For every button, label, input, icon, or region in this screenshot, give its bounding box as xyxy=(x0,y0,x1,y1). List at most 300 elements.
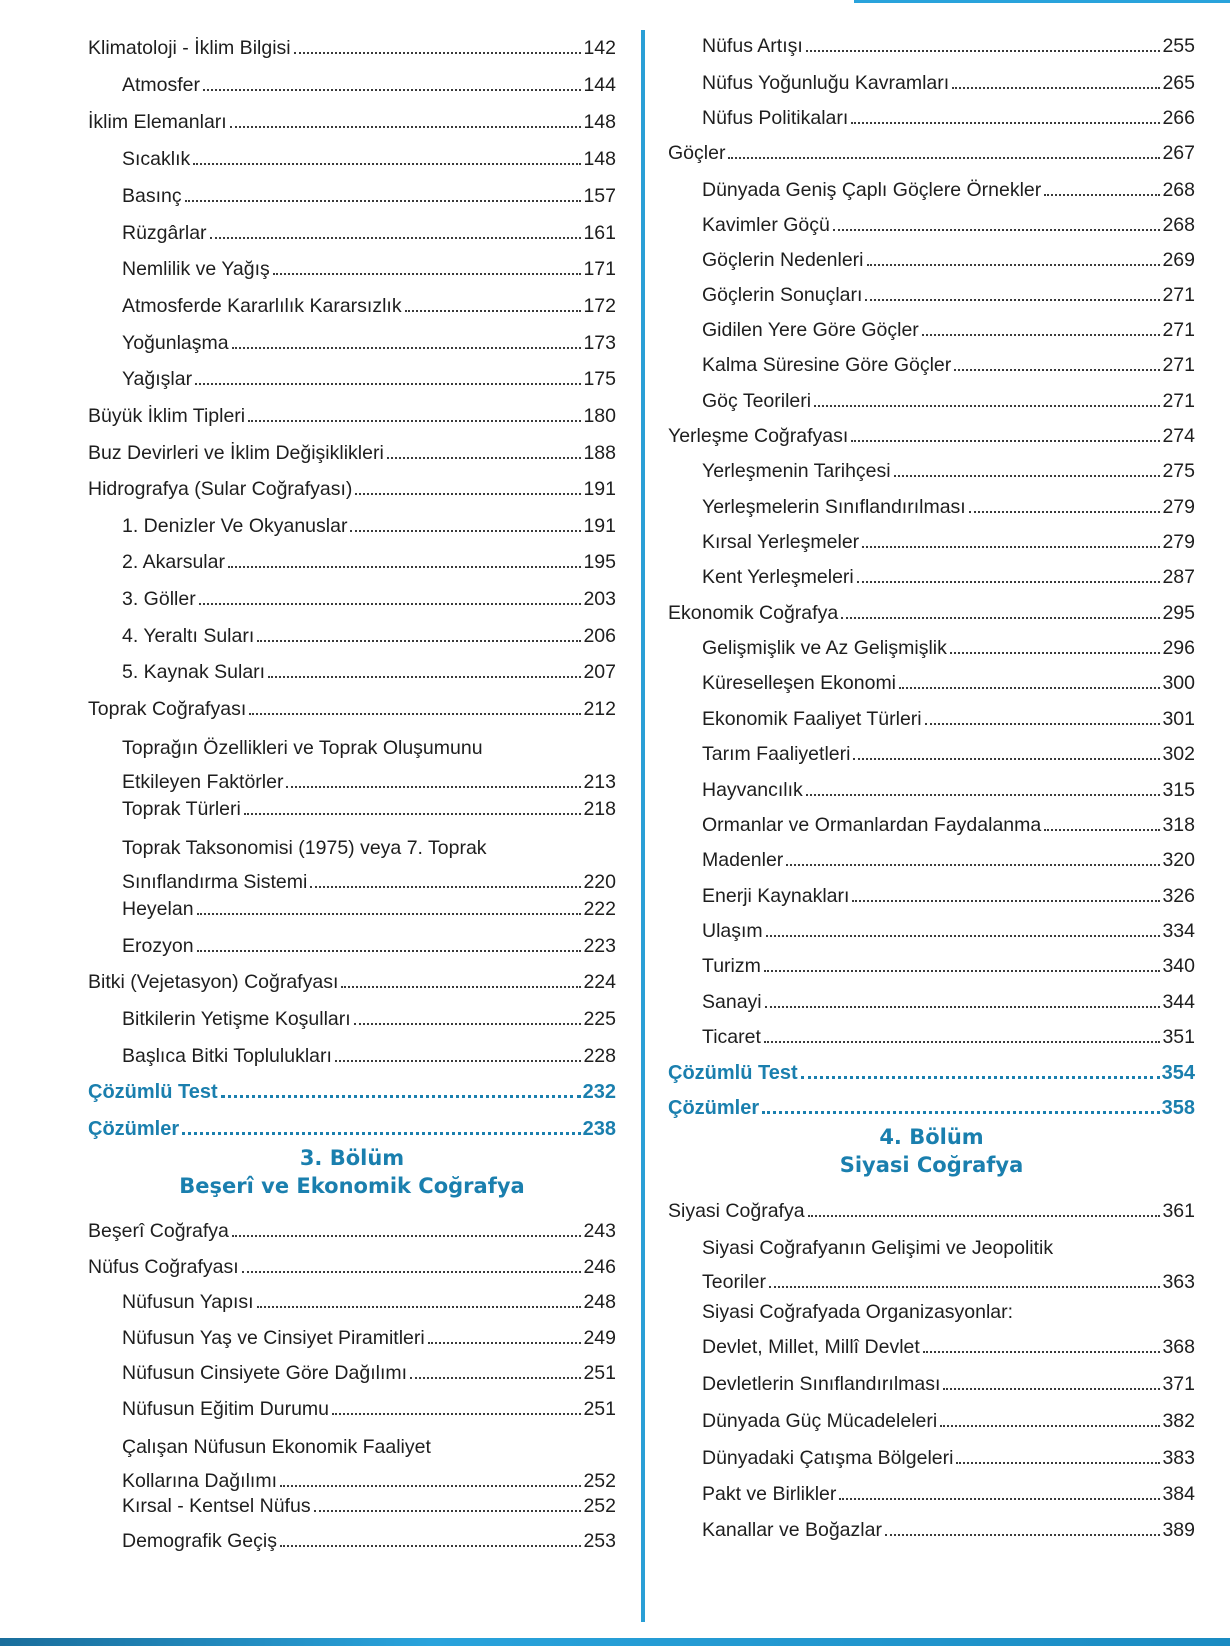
toc-entry-title: Tarım Faaliyetleri xyxy=(702,743,851,765)
toc-entry[interactable] xyxy=(88,654,616,684)
toc-entry-title: Nüfusun Cinsiyete Göre Dağılımı xyxy=(122,1362,408,1384)
toc-entry-title: Pakt ve Birlikler xyxy=(702,1483,837,1505)
dot-leader xyxy=(969,511,1161,513)
toc-entry-title: Sınıflandırma Sistemi xyxy=(122,871,308,893)
toc-entry-title: Çözümlü Test xyxy=(668,1062,798,1084)
toc-entry-title: Nüfus Artışı xyxy=(702,35,803,57)
toc-entry[interactable] xyxy=(668,665,1195,695)
dot-leader xyxy=(853,758,1160,760)
toc-entry-title: Hayvancılık xyxy=(702,779,803,801)
dot-leader xyxy=(801,1076,1160,1079)
toc-entry-page-number: 300 xyxy=(1162,672,1195,694)
toc-entry-page-number: 295 xyxy=(1162,602,1195,624)
toc-entry-page-number: 248 xyxy=(583,1291,616,1313)
toc-entry[interactable] xyxy=(668,135,1195,165)
toc-entry-title: Bitkilerin Yetişme Koşulları xyxy=(122,1008,351,1030)
dot-leader xyxy=(249,713,581,715)
toc-entry-page-number: 266 xyxy=(1162,107,1195,129)
dot-leader xyxy=(405,310,582,312)
toc-entry-title: Teoriler xyxy=(702,1271,766,1293)
toc-entry-title: Dünyada Geniş Çaplı Göçlere Örnekler xyxy=(702,179,1042,201)
toc-entry-page-number: 344 xyxy=(1162,991,1195,1013)
toc-entry-title: Ormanlar ve Ormanlardan Faydalanma xyxy=(702,814,1042,836)
toc-entry-title: Nüfus Politikaları xyxy=(702,107,849,129)
toc-entry-page-number: 224 xyxy=(583,971,616,993)
toc-entry-page-number: 243 xyxy=(583,1220,616,1242)
dot-leader xyxy=(894,475,1161,477)
toc-entry-page-number: 287 xyxy=(1162,566,1195,588)
dot-leader xyxy=(865,299,1160,301)
toc-entry-title: Gelişmişlik ve Az Gelişmişlik xyxy=(702,637,947,659)
toc-entry[interactable] xyxy=(88,1038,616,1068)
toc-entry[interactable] xyxy=(668,1294,1195,1324)
toc-entry-page-number: 384 xyxy=(1162,1483,1195,1505)
toc-entry-page-number: 157 xyxy=(583,185,616,207)
dot-leader xyxy=(350,530,581,532)
toc-entry-title-line1: Çalışan Nüfusun Ekonomik Faaliyet xyxy=(122,1436,431,1458)
dot-leader xyxy=(294,52,582,54)
section-number: 4. Bölüm xyxy=(879,1125,984,1149)
toc-entry-line2 xyxy=(122,864,616,894)
dot-leader xyxy=(762,1111,1160,1114)
toc-entry-page-number: 175 xyxy=(583,368,616,390)
toc-entry[interactable] xyxy=(88,215,616,245)
toc-entry-title: Kanallar ve Boğazlar xyxy=(702,1519,882,1541)
toc-entry-title: Toprak Coğrafyası xyxy=(88,698,247,720)
toc-entry[interactable] xyxy=(668,772,1195,802)
section-title: Siyasi Coğrafya xyxy=(839,1153,1024,1177)
toc-entry-title: Kent Yerleşmeleri xyxy=(702,566,854,588)
toc-entry-title: Ekonomik Faaliyet Türleri xyxy=(702,708,922,730)
dot-leader xyxy=(786,864,1160,866)
dot-leader xyxy=(940,1425,1160,1427)
dot-leader xyxy=(197,950,582,952)
toc-entry-title: Başlıca Bitki Toplulukları xyxy=(122,1045,332,1067)
toc-entry-title: Sanayi xyxy=(702,991,762,1013)
toc-entry-title: 4. Yeraltı Suları xyxy=(122,625,255,647)
toc-entry[interactable] xyxy=(88,836,616,894)
dot-leader xyxy=(203,89,581,91)
dot-leader xyxy=(332,1413,581,1415)
toc-entry-title: Madenler xyxy=(702,849,784,871)
dot-leader xyxy=(1044,194,1160,196)
toc-entry-page-number: 161 xyxy=(583,222,616,244)
toc-entry-page-number: 265 xyxy=(1162,72,1195,94)
toc-entry-title: 5. Kaynak Suları xyxy=(122,661,266,683)
toc-entry[interactable] xyxy=(88,1355,616,1385)
dot-leader xyxy=(355,493,581,495)
toc-entry[interactable] xyxy=(668,347,1195,377)
toc-entry-page-number: 148 xyxy=(583,111,616,133)
toc-entry[interactable] xyxy=(668,1403,1195,1433)
toc-entry[interactable] xyxy=(668,701,1195,731)
toc-entry[interactable] xyxy=(668,595,1195,625)
toc-entry-page-number: 271 xyxy=(1162,319,1195,341)
toc-entry-title-line1: Siyasi Coğrafyanın Gelişimi ve Jeopolitik xyxy=(702,1237,1054,1259)
toc-entry[interactable] xyxy=(88,288,616,318)
toc-entry[interactable] xyxy=(88,964,616,994)
toc-entry[interactable] xyxy=(668,807,1195,837)
toc-entry-page-number: 363 xyxy=(1162,1271,1195,1293)
dot-leader xyxy=(943,1388,1160,1390)
dot-leader xyxy=(852,900,1160,902)
dot-leader xyxy=(257,1306,582,1308)
dot-leader xyxy=(1044,829,1160,831)
toc-entry[interactable] xyxy=(88,178,616,208)
toc-entry-page-number: 213 xyxy=(583,771,616,793)
toc-entry-title: Ekonomik Coğrafya xyxy=(668,602,839,624)
toc-entry[interactable] xyxy=(668,1366,1195,1396)
dot-leader xyxy=(922,334,1161,336)
dot-leader xyxy=(923,1351,1161,1353)
dot-leader xyxy=(280,1485,581,1487)
dot-leader xyxy=(230,126,582,128)
dot-leader xyxy=(228,566,581,568)
dot-leader xyxy=(410,1377,581,1379)
dot-leader xyxy=(268,676,581,678)
toc-entry[interactable] xyxy=(88,1488,616,1518)
toc-entry-page-number: 255 xyxy=(1162,35,1195,57)
toc-entry[interactable] xyxy=(88,1001,616,1031)
toc-entry-page-number: 382 xyxy=(1162,1410,1195,1432)
toc-entry[interactable] xyxy=(88,325,616,355)
toc-entry-page-number: 340 xyxy=(1162,955,1195,977)
dot-leader xyxy=(885,1534,1161,1536)
toc-entry-page-number: 238 xyxy=(582,1118,616,1140)
dot-leader xyxy=(185,200,582,202)
toc-entry[interactable] xyxy=(88,1284,616,1314)
toc-entry[interactable] xyxy=(668,1193,1195,1223)
section-number: 3. Bölüm xyxy=(299,1146,405,1170)
toc-entry-page-number: 191 xyxy=(583,515,616,537)
toc-entry-page-number: 371 xyxy=(1162,1373,1195,1395)
toc-entry[interactable] xyxy=(88,508,616,538)
dot-leader xyxy=(814,405,1160,407)
dot-leader xyxy=(244,813,582,815)
toc-entry-title: Göçlerin Nedenleri xyxy=(702,249,864,271)
toc-entry[interactable] xyxy=(668,630,1195,660)
toc-entry[interactable] xyxy=(668,984,1195,1014)
dot-leader xyxy=(232,1235,582,1237)
toc-entry-title: Atmosfer xyxy=(122,74,201,96)
toc-entry-title: Kavimler Göçü xyxy=(702,214,830,236)
toc-entry[interactable] xyxy=(88,1523,616,1553)
toc-entry-page-number: 302 xyxy=(1162,743,1195,765)
section-heading xyxy=(88,1144,616,1200)
toc-entry[interactable] xyxy=(88,361,616,391)
toc-entry-page-number: 173 xyxy=(583,332,616,354)
toc-entry-title: Toprak Türleri xyxy=(122,798,241,820)
section-heading xyxy=(668,1123,1195,1179)
toc-entry-title: Yerleşmelerin Sınıflandırılması xyxy=(702,496,966,518)
toc-entry-title: Dünyadaki Çatışma Bölgeleri xyxy=(702,1447,954,1469)
toc-entry[interactable] xyxy=(668,489,1195,519)
toc-entry-page-number: 269 xyxy=(1162,249,1195,271)
dot-leader xyxy=(242,1271,582,1273)
toc-entry[interactable] xyxy=(88,67,616,97)
toc-entry[interactable] xyxy=(668,172,1195,202)
toc-entry-title: Ticaret xyxy=(702,1026,761,1048)
toc-entry[interactable] xyxy=(668,65,1195,95)
toc-entry[interactable] xyxy=(88,251,616,281)
toc-entry-page-number: 383 xyxy=(1162,1447,1195,1469)
toc-entry[interactable] xyxy=(668,453,1195,483)
toc-entry[interactable] xyxy=(668,1440,1195,1470)
toc-entry-title: Buz Devirleri ve İklim Değişiklikleri xyxy=(88,442,384,464)
dot-leader xyxy=(764,970,1161,972)
toc-entry[interactable] xyxy=(88,435,616,465)
section-title: Beşerî ve Ekonomik Coğrafya xyxy=(179,1174,525,1198)
toc-entry-page-number: 358 xyxy=(1161,1097,1195,1119)
dot-leader xyxy=(341,986,581,988)
toc-entry-title: 2. Akarsular xyxy=(122,551,225,573)
toc-entry-page-number: 222 xyxy=(583,898,616,920)
toc-entry-page-number: 142 xyxy=(583,37,616,59)
toc-entry-page-number: 252 xyxy=(583,1495,616,1517)
toc-entry-title: Devletlerin Sınıflandırılması xyxy=(702,1373,941,1395)
toc-entry-title: 3. Göller xyxy=(122,588,196,610)
dot-leader xyxy=(950,652,1161,654)
toc-entry-title: Çözümler xyxy=(88,1118,180,1140)
toc-entry-page-number: 334 xyxy=(1162,920,1195,942)
toc-entry-title: Nüfus Yoğunluğu Kavramları xyxy=(702,72,950,94)
toc-entry-page-number: 249 xyxy=(583,1327,616,1349)
toc-entry[interactable] xyxy=(668,100,1195,130)
toc-entry[interactable] xyxy=(668,242,1195,272)
toc-entry-page-number: 220 xyxy=(583,871,616,893)
toc-entry-title: Nüfus Coğrafyası xyxy=(88,1256,239,1278)
toc-entry[interactable] xyxy=(668,878,1195,908)
toc-entry[interactable] xyxy=(88,30,616,60)
toc-entry-title: Küreselleşen Ekonomi xyxy=(702,672,897,694)
toc-entry[interactable] xyxy=(88,1111,616,1141)
dot-leader xyxy=(862,546,1160,548)
toc-entry-page-number: 195 xyxy=(583,551,616,573)
toc-entry-title: Yerleşmenin Tarihçesi xyxy=(702,460,891,482)
dot-leader xyxy=(764,1041,1161,1043)
toc-entry-title: Siyasi Coğrafya xyxy=(668,1200,805,1222)
toc-entry[interactable] xyxy=(88,471,616,501)
dot-leader xyxy=(280,1545,581,1547)
toc-entry[interactable] xyxy=(88,581,616,611)
toc-entry-title-line1: Toprağın Özellikleri ve Toprak Oluşumunu xyxy=(122,737,483,759)
toc-entry-title: Siyasi Coğrafyada Organizasyonlar: xyxy=(702,1301,1014,1323)
dot-leader xyxy=(954,369,1160,371)
toc-entry-title: Göçler xyxy=(668,142,726,164)
toc-entry[interactable] xyxy=(88,104,616,134)
toc-entry-title: Dünyada Güç Mücadeleleri xyxy=(702,1410,938,1432)
toc-entry-page-number: 320 xyxy=(1162,849,1195,871)
toc-entry-page-number: 188 xyxy=(583,442,616,464)
dot-leader xyxy=(839,1498,1160,1500)
toc-entry-title: Yağışlar xyxy=(122,368,193,390)
toc-entry[interactable] xyxy=(88,544,616,574)
dot-leader xyxy=(197,913,582,915)
toc-entry-page-number: 223 xyxy=(583,935,616,957)
toc-entry-title: Basınç xyxy=(122,185,182,207)
toc-entry-page-number: 326 xyxy=(1162,885,1195,907)
toc-entry[interactable] xyxy=(88,1391,616,1421)
toc-entry[interactable] xyxy=(668,207,1195,237)
toc-entry-page-number: 268 xyxy=(1162,179,1195,201)
dot-leader xyxy=(210,237,582,239)
toc-entry-page-number: 274 xyxy=(1162,425,1195,447)
toc-entry[interactable] xyxy=(668,1019,1195,1049)
toc-entry-title: İklim Elemanları xyxy=(88,111,227,133)
dot-leader xyxy=(867,264,1161,266)
toc-entry-title: Çözümler xyxy=(668,1097,760,1119)
toc-entry-title: Kalma Süresine Göre Göçler xyxy=(702,354,952,376)
toc-entry[interactable] xyxy=(668,1476,1195,1506)
dot-leader xyxy=(193,163,581,165)
toc-entry[interactable] xyxy=(668,1090,1195,1120)
dot-leader xyxy=(199,603,582,605)
toc-entry[interactable] xyxy=(668,842,1195,872)
toc-entry[interactable] xyxy=(668,913,1195,943)
toc-entry-title: Nüfusun Yapısı xyxy=(122,1291,254,1313)
toc-entry-title: Yoğunlaşma xyxy=(122,332,229,354)
toc-entry-title: 1. Denizler Ve Okyanuslar xyxy=(122,515,348,537)
toc-entry[interactable] xyxy=(668,277,1195,307)
dot-leader xyxy=(833,229,1161,231)
toc-entry-page-number: 251 xyxy=(583,1398,616,1420)
dot-leader xyxy=(310,886,581,888)
toc-entry-title: Bitki (Vejetasyon) Coğrafyası xyxy=(88,971,339,993)
toc-entry-title: Enerji Kaynakları xyxy=(702,885,850,907)
toc-entry-title: Atmosferde Kararlılık Kararsızlık xyxy=(122,295,402,317)
dot-leader xyxy=(387,457,582,459)
dot-leader xyxy=(806,794,1161,796)
dot-leader xyxy=(765,1006,1161,1008)
toc-entry-page-number: 271 xyxy=(1162,354,1195,376)
toc-entry[interactable] xyxy=(668,1236,1195,1294)
toc-entry-title: Klimatoloji - İklim Bilgisi xyxy=(88,37,291,59)
toc-entry-line2 xyxy=(122,764,616,794)
toc-entry[interactable] xyxy=(88,791,616,821)
toc-entry-page-number: 279 xyxy=(1162,531,1195,553)
toc-entry[interactable] xyxy=(668,28,1195,58)
toc-entry[interactable] xyxy=(88,398,616,428)
toc-entry[interactable] xyxy=(668,1329,1195,1359)
toc-entry-title: Kırsal - Kentsel Nüfus xyxy=(122,1495,311,1517)
dot-leader xyxy=(273,273,582,275)
toc-entry-page-number: 271 xyxy=(1162,284,1195,306)
toc-entry-page-number: 212 xyxy=(583,698,616,720)
toc-entry-title: Devlet, Millet, Millî Devlet xyxy=(702,1336,920,1358)
toc-entry[interactable] xyxy=(88,691,616,721)
toc-entry[interactable] xyxy=(88,1435,616,1493)
toc-entry-page-number: 172 xyxy=(583,295,616,317)
toc-entry[interactable] xyxy=(88,1249,616,1279)
toc-entry-title: Rüzgârlar xyxy=(122,222,207,244)
toc-entry[interactable] xyxy=(88,1213,616,1243)
toc-entry-page-number: 246 xyxy=(583,1256,616,1278)
toc-entry-page-number: 275 xyxy=(1162,460,1195,482)
toc-entry[interactable] xyxy=(668,559,1195,589)
toc-entry[interactable] xyxy=(668,1512,1195,1542)
toc-entry-title: Nüfusun Eğitim Durumu xyxy=(122,1398,329,1420)
dot-leader xyxy=(182,1132,581,1135)
toc-entry-page-number: 315 xyxy=(1162,779,1195,801)
toc-entry[interactable] xyxy=(88,891,616,921)
toc-entry-page-number: 354 xyxy=(1161,1062,1195,1084)
dot-leader xyxy=(248,420,581,422)
toc-entry-title: Kırsal Yerleşmeler xyxy=(702,531,860,553)
dot-leader xyxy=(806,50,1161,52)
toc-entry-page-number: 279 xyxy=(1162,496,1195,518)
dot-leader xyxy=(899,687,1160,689)
dot-leader xyxy=(841,617,1160,619)
toc-entry-page-number: 225 xyxy=(583,1008,616,1030)
dot-leader xyxy=(851,440,1160,442)
dot-leader xyxy=(851,122,1160,124)
toc-entry-page-number: 218 xyxy=(583,798,616,820)
toc-entry[interactable] xyxy=(668,418,1195,448)
toc-entry-title-line1: Toprak Taksonomisi (1975) veya 7. Toprak xyxy=(122,837,487,859)
toc-entry-title: Çözümlü Test xyxy=(88,1081,218,1103)
toc-entry-title: Gidilen Yere Göre Göçler xyxy=(702,319,919,341)
dot-leader xyxy=(232,347,582,349)
toc-entry-page-number: 268 xyxy=(1162,214,1195,236)
toc-entry[interactable] xyxy=(668,948,1195,978)
toc-entry-title: Etkileyen Faktörler xyxy=(122,771,284,793)
toc-entry-page-number: 252 xyxy=(583,1470,616,1492)
column-divider xyxy=(641,30,645,1622)
toc-entry-page-number: 180 xyxy=(583,405,616,427)
toc-entry-title: Göç Teorileri xyxy=(702,390,812,412)
toc-entry-page-number: 148 xyxy=(583,148,616,170)
toc-entry[interactable] xyxy=(88,1074,616,1104)
dot-leader xyxy=(195,383,581,385)
dot-leader xyxy=(857,581,1161,583)
toc-entry-title: Yerleşme Coğrafyası xyxy=(668,425,849,447)
toc-entry-page-number: 301 xyxy=(1162,708,1195,730)
toc-entry-page-number: 206 xyxy=(583,625,616,647)
toc-entry-page-number: 368 xyxy=(1162,1336,1195,1358)
toc-entry[interactable] xyxy=(88,1320,616,1350)
toc-entry[interactable] xyxy=(88,141,616,171)
dot-leader xyxy=(314,1510,582,1512)
toc-entry[interactable] xyxy=(668,736,1195,766)
toc-entry-page-number: 318 xyxy=(1162,814,1195,836)
toc-entry-page-number: 232 xyxy=(582,1081,616,1103)
toc-entry[interactable] xyxy=(668,524,1195,554)
toc-entry-title: Sıcaklık xyxy=(122,148,191,170)
toc-entry-page-number: 271 xyxy=(1162,390,1195,412)
toc-entry[interactable] xyxy=(668,383,1195,413)
toc-entry-title: Beşerî Coğrafya xyxy=(88,1220,229,1242)
dot-leader xyxy=(335,1060,582,1062)
dot-leader xyxy=(221,1095,581,1098)
dot-leader xyxy=(766,935,1161,937)
toc-entry-page-number: 228 xyxy=(583,1045,616,1067)
toc-entry-page-number: 191 xyxy=(583,478,616,500)
toc-entry-line2 xyxy=(702,1264,1195,1294)
dot-leader xyxy=(286,786,581,788)
dot-leader xyxy=(257,640,581,642)
toc-entry-title: Hidrografya (Sular Coğrafyası) xyxy=(88,478,353,500)
toc-entry[interactable] xyxy=(88,736,616,794)
toc-entry[interactable] xyxy=(668,312,1195,342)
toc-entry-title: Nüfusun Yaş ve Cinsiyet Piramitleri xyxy=(122,1327,425,1349)
toc-entry-title: Büyük İklim Tipleri xyxy=(88,405,246,427)
toc-entry[interactable] xyxy=(88,928,616,958)
toc-entry-title: Ulaşım xyxy=(702,920,763,942)
dot-leader xyxy=(354,1023,582,1025)
toc-entry[interactable] xyxy=(668,1055,1195,1085)
toc-entry[interactable] xyxy=(88,618,616,648)
toc-entry-title: Turizm xyxy=(702,955,761,977)
